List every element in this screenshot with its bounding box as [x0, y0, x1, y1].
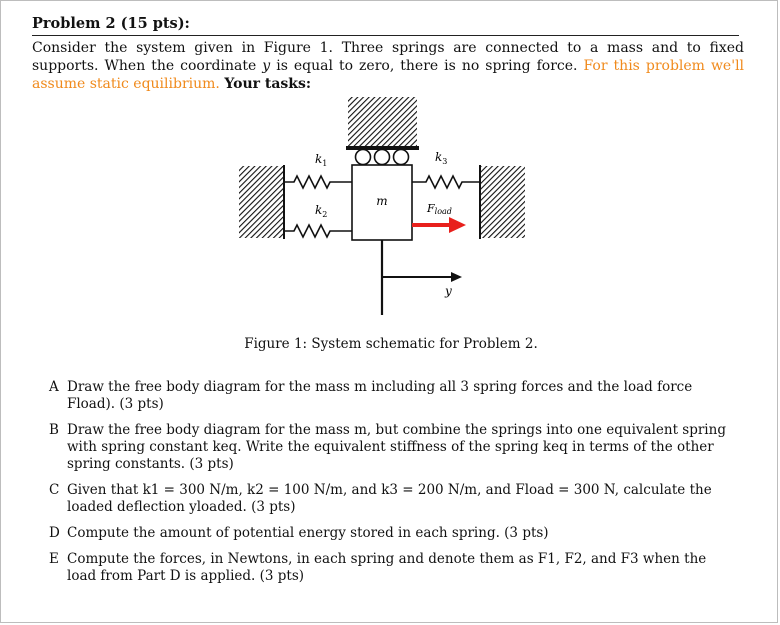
axis-label: y [445, 284, 452, 298]
intro-tasks-label: Your tasks: [224, 76, 312, 92]
intro-text: Consider the system given in Figure 1. Three springs are connected to a mass and to fixed supports. When the coordinate [32, 40, 744, 74]
task-text: Compute the amount of potential energy stored in each spring. (3 pts) [67, 525, 549, 541]
spring-k2 [284, 225, 352, 237]
mass-label: m [376, 194, 388, 208]
problem-title: Problem 2 (15 pts): [32, 15, 190, 32]
task-item-c [49, 482, 739, 516]
title-rule [32, 35, 739, 36]
task-text: Draw the free body diagram for the mass m including all 3 spring forces and the load force Fload). (3 pts) [67, 379, 693, 412]
task-item-d [49, 525, 739, 542]
task-item-a [49, 379, 739, 413]
task-letter: C [49, 482, 60, 498]
task-item-e [49, 551, 739, 585]
task-letter: E [49, 551, 59, 567]
task-list [49, 379, 739, 594]
intro-text-2: is equal to zero, there is no spring force. [276, 58, 578, 74]
intro-highlight: For this problem we'll assume static equilibrium. [32, 58, 745, 92]
k1-label: $k_1$ [315, 152, 328, 168]
task-text: Draw the free body diagram for the mass m, but combine the springs into one equivalent spring with spring constant keq. Write the equivalent stiffness of the spring keq in terms of the other spring constants. (3 pts) [67, 422, 726, 472]
task-letter: A [49, 379, 59, 395]
task-text: Given that k1 = 300 N/m, k2 = 100 N/m, and k3 = 200 N/m, and Fload = 300 N, calculate the loaded deflection yloaded. (3 pts) [67, 482, 712, 515]
k3-label: $k_3$ [435, 150, 448, 166]
spring-k3 [412, 176, 480, 188]
spring-k1 [284, 176, 352, 188]
k2-label: $k_2$ [315, 203, 328, 219]
figure-caption: Figure 1: System schematic for Problem 2. [244, 336, 538, 352]
task-item-b [49, 422, 739, 473]
task-letter: D [49, 525, 60, 541]
force-arrow-head [449, 217, 466, 233]
right-support [481, 166, 525, 238]
axis-arrow-head [451, 272, 462, 282]
force-label: Fload [427, 202, 452, 216]
roller-wheels [356, 150, 409, 165]
left-support [239, 166, 283, 238]
intro-variable: y [262, 58, 271, 74]
task-text: Compute the forces, in Newtons, in each spring and denote them as F1, F2, and F3 when the load from Part D is applied. (3 pts) [67, 551, 707, 584]
problem-intro [32, 39, 744, 93]
task-letter: B [49, 422, 59, 438]
system-schematic [231, 93, 531, 323]
top-support [348, 97, 417, 147]
